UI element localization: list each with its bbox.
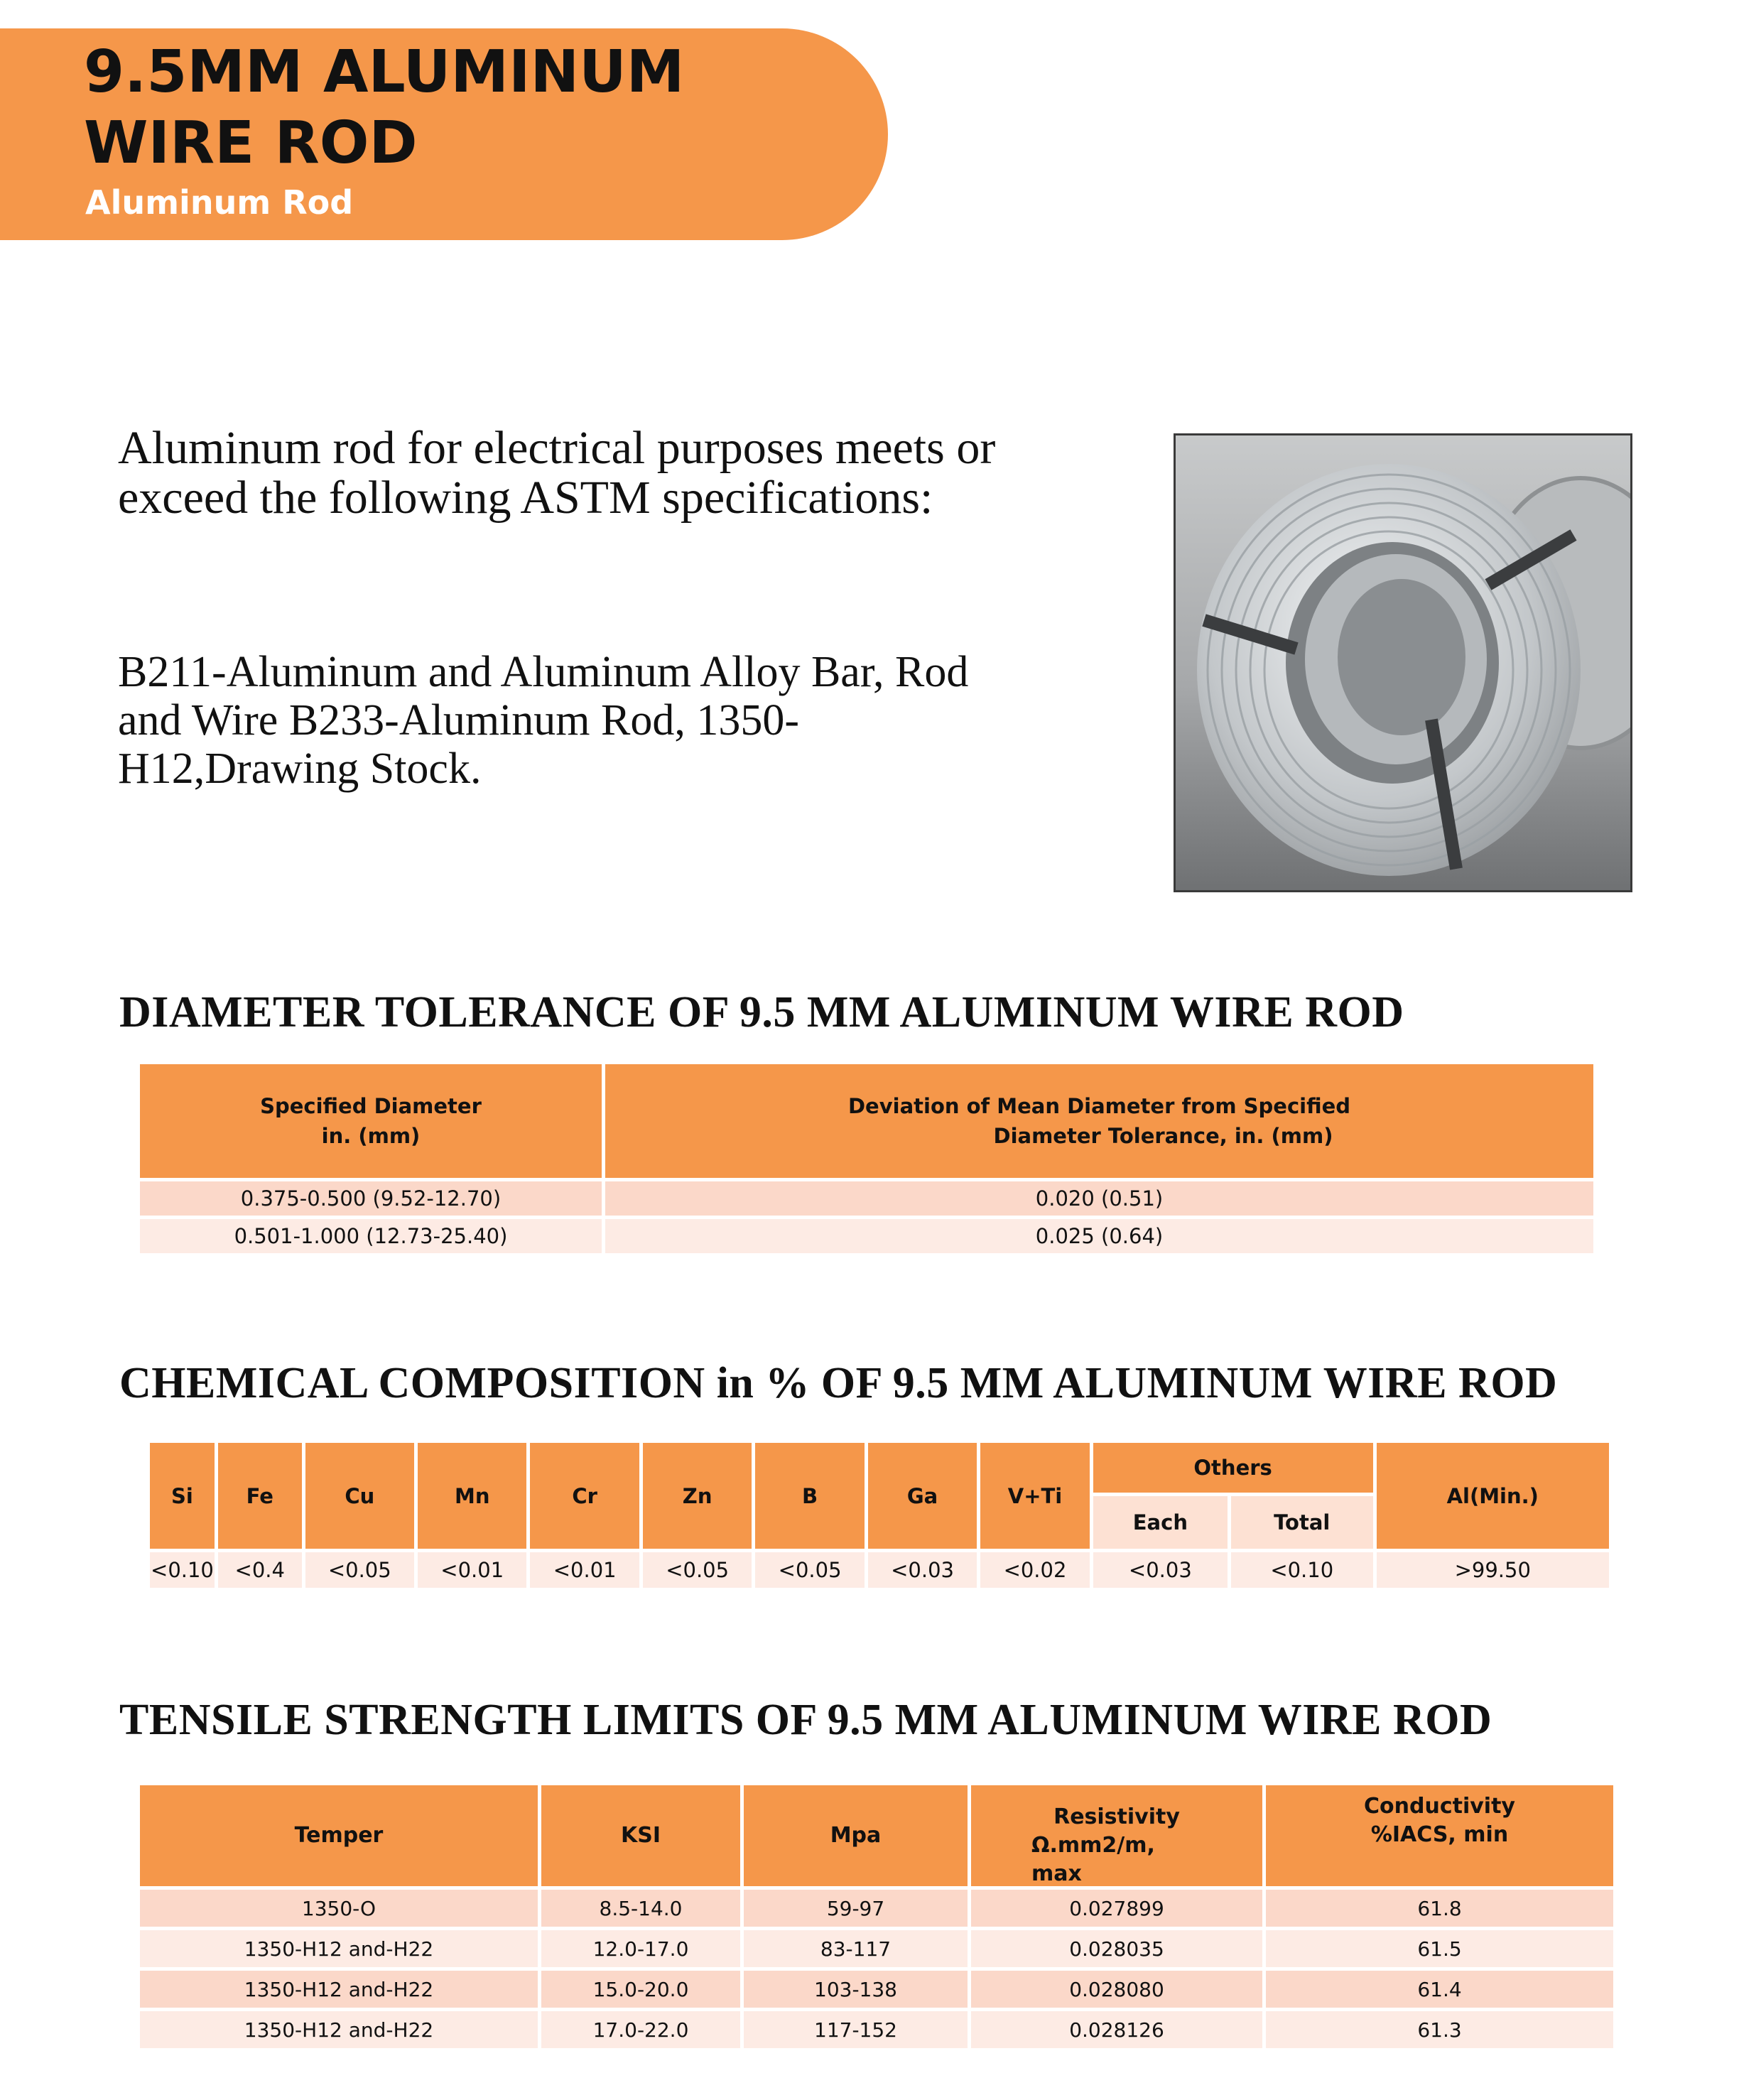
header-temper: Temper: [140, 1785, 538, 1886]
table-cell: 0.501-1.000 (12.73-25.40): [140, 1219, 602, 1253]
header-si: Si: [150, 1443, 215, 1549]
table-row: [140, 2011, 1613, 2048]
page-title-line-1: 9.5MM ALUMINUM: [84, 38, 685, 106]
tensile-strength-table: [136, 1782, 1617, 2052]
table-cell: 0.027899: [971, 1890, 1262, 1927]
table-cell: <0.05: [643, 1552, 752, 1588]
table-cell: <0.10: [1231, 1552, 1373, 1588]
table-cell: >99.50: [1377, 1552, 1610, 1588]
header-others-total: Total: [1231, 1496, 1373, 1549]
intro-paragraph: [118, 423, 1141, 523]
header-mpa: Mpa: [744, 1785, 968, 1886]
page-title: [84, 37, 865, 179]
table-cell: 1350-H12 and-H22: [140, 1930, 538, 1967]
table-cell: 1350-H12 and-H22: [140, 1971, 538, 2008]
header-fe: Fe: [218, 1443, 302, 1549]
table-cell: 61.8: [1266, 1890, 1613, 1927]
header-others-each: Each: [1093, 1496, 1228, 1549]
astm-spec-list: [118, 648, 1127, 793]
table-row: [140, 1971, 1613, 2008]
chemical-section-title: CHEMICAL COMPOSITION in % OF 9.5 MM ALUMINUM WIRE ROD: [119, 1359, 1558, 1407]
header-ga: Ga: [868, 1443, 977, 1549]
table-cell: 0.028035: [971, 1930, 1262, 1967]
table-cell: 103-138: [744, 1971, 968, 2008]
table-row: [140, 1890, 1613, 1927]
header-zn: Zn: [643, 1443, 752, 1549]
table-cell: <0.05: [755, 1552, 864, 1588]
table-cell: 117-152: [744, 2011, 968, 2048]
table-cell: 0.375-0.500 (9.52-12.70): [140, 1181, 602, 1216]
table-cell: 0.025 (0.64): [605, 1219, 1593, 1253]
table-cell: 61.3: [1266, 2011, 1613, 2048]
table-cell: <0.4: [218, 1552, 302, 1588]
header-cr: Cr: [530, 1443, 639, 1549]
intro-line: Aluminum rod for electrical purposes meets or: [118, 422, 996, 474]
table-cell: <0.01: [530, 1552, 639, 1588]
diameter-section-title: DIAMETER TOLERANCE OF 9.5 MM ALUMINUM WIRE ROD: [119, 988, 1404, 1037]
tensile-section-title: TENSILE STRENGTH LIMITS OF 9.5 MM ALUMINUM WIRE ROD: [119, 1696, 1492, 1744]
coil-image: [1176, 435, 1630, 890]
table-cell: 61.4: [1266, 1971, 1613, 2008]
table-cell: <0.02: [980, 1552, 1089, 1588]
header-al-min: Al(Min.): [1377, 1443, 1610, 1549]
header-mn: Mn: [418, 1443, 526, 1549]
table-cell: 15.0-20.0: [541, 1971, 740, 2008]
table-cell: 0.020 (0.51): [605, 1181, 1593, 1216]
page-title-line-2: WIRE ROD: [84, 109, 418, 177]
diameter-tolerance-table: [136, 1061, 1597, 1257]
table-cell: 12.0-17.0: [541, 1930, 740, 1967]
header-ksi: KSI: [541, 1785, 740, 1886]
table-cell: <0.10: [150, 1552, 215, 1588]
header-cu: Cu: [305, 1443, 414, 1549]
wire-rod-coil-photo: [1174, 433, 1632, 892]
chemical-composition-table: [146, 1439, 1613, 1591]
page-subtitle: Aluminum Rod: [85, 183, 354, 222]
header-specified-diameter: Specified Diameter in. (mm): [140, 1064, 602, 1178]
header-b: B: [755, 1443, 864, 1549]
table-cell: 83-117: [744, 1930, 968, 1967]
table-row: [140, 1219, 1593, 1253]
table-cell: 1350-H12 and-H22: [140, 2011, 538, 2048]
table-cell: 8.5-14.0: [541, 1890, 740, 1927]
header-conductivity: Conductivity %IACS, min: [1266, 1785, 1613, 1886]
table-cell: 0.028126: [971, 2011, 1262, 2048]
header-v-ti: V+Ti: [980, 1443, 1089, 1549]
header-others: Others: [1093, 1443, 1373, 1493]
table-cell: 59-97: [744, 1890, 968, 1927]
intro-line: exceed the following ASTM specifications:: [118, 472, 933, 524]
spec-line: and Wire B233-Aluminum Rod, 1350-: [118, 696, 800, 745]
table-cell: 17.0-22.0: [541, 2011, 740, 2048]
table-row: [140, 1181, 1593, 1216]
spec-line: B211-Aluminum and Aluminum Alloy Bar, Rod: [118, 648, 969, 696]
table-row: [150, 1552, 1609, 1588]
table-cell: <0.03: [1093, 1552, 1228, 1588]
table-row: [140, 1930, 1613, 1967]
table-cell: <0.03: [868, 1552, 977, 1588]
table-cell: <0.01: [418, 1552, 526, 1588]
header-deviation: Deviation of Mean Diameter from Specified Diameter Tolerance, in. (mm): [605, 1064, 1593, 1178]
table-cell: 0.028080: [971, 1971, 1262, 2008]
spec-line: H12,Drawing Stock.: [118, 745, 482, 793]
table-cell: 61.5: [1266, 1930, 1613, 1967]
header-resistivity: Resistivity Ω.mm2/m, max: [971, 1785, 1262, 1886]
table-cell: 1350-O: [140, 1890, 538, 1927]
table-cell: <0.05: [305, 1552, 414, 1588]
